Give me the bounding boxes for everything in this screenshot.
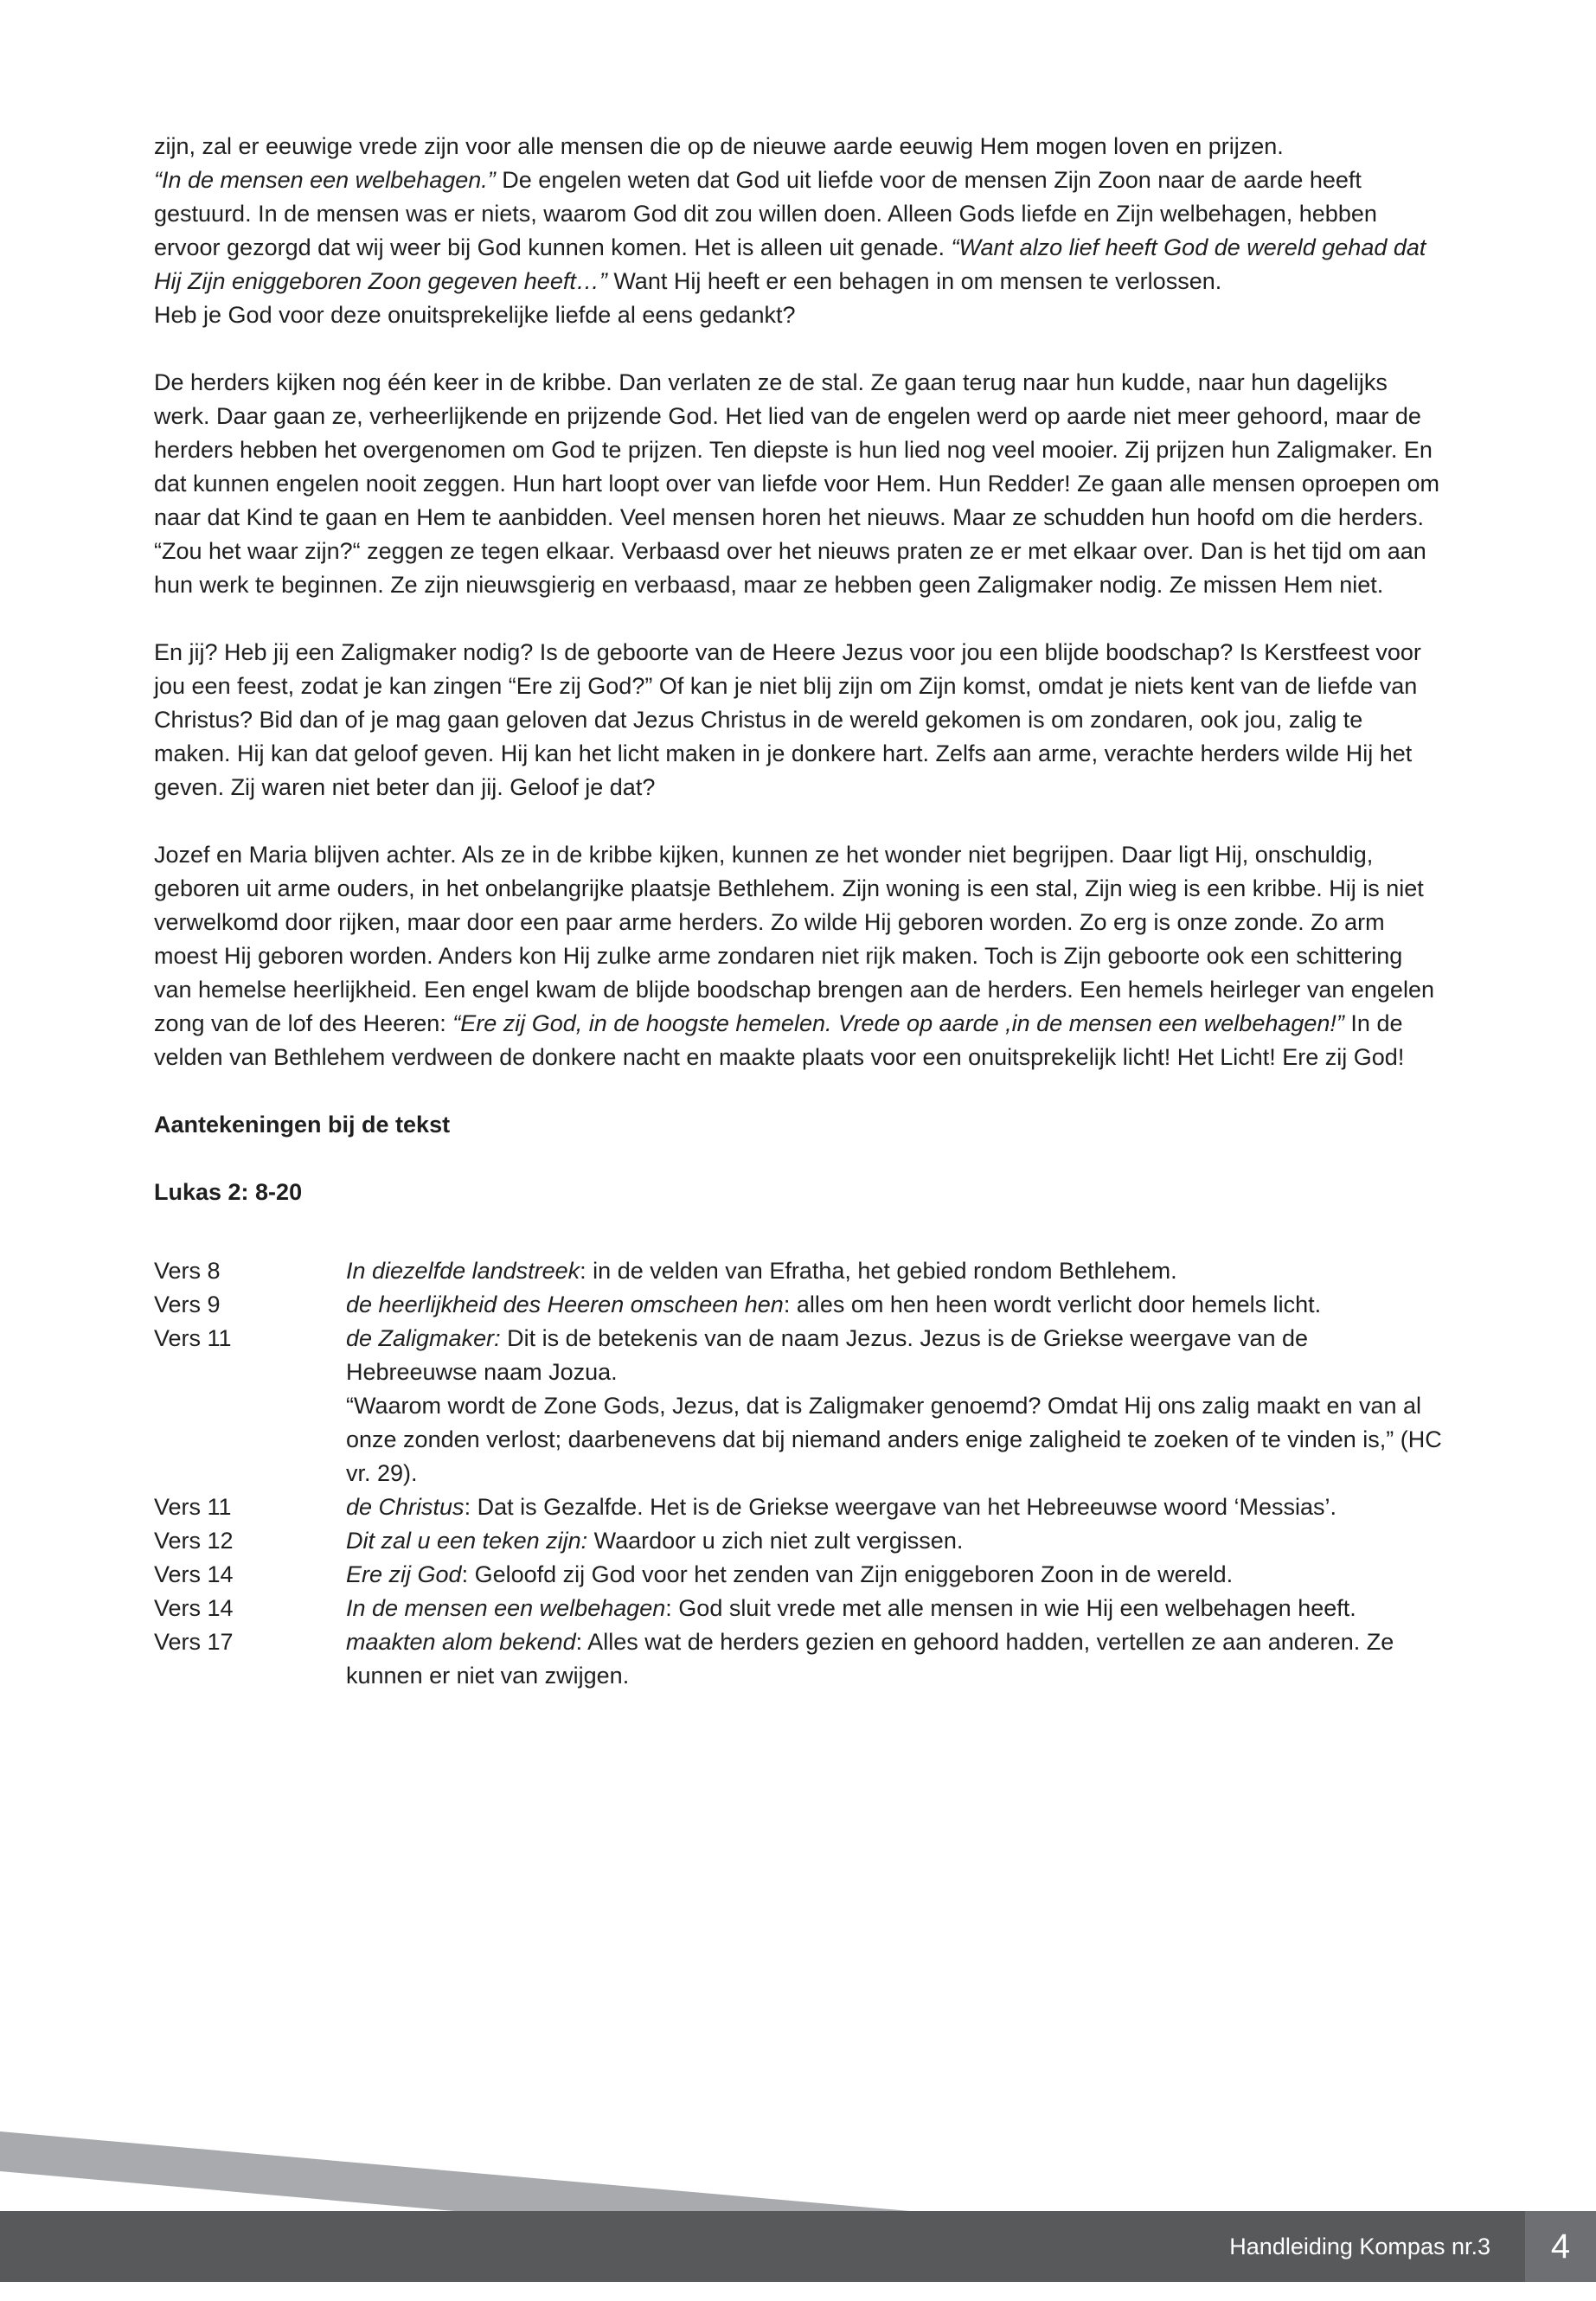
verse-note [154, 1254, 1443, 1288]
verse-text: maakten alom bekend: Alles wat de herders gezien en gehoord hadden, vertellen ze aan anderen. Ze kunnen er niet van zwijgen. [346, 1629, 1394, 1689]
body-paragraph: Jozef en Maria blijven achter. Als ze in de kribbe kijken, kunnen ze het wonder niet begrijpen. Daar ligt Hij, onschuldig, geboren uit arme ouders, in het onbelangrijke plaatsje Bethlehem. Zijn woning is een stal, Zijn wieg is een kribbe. Hij is niet verwelkomd door rijken, maar door een paar arme herders. Zo wilde Hij geboren worden. Zo erg is onze zonde. Zo arm moest Hij geboren worden. Anders kon Hij zulke arme zondaren niet rijk maken. Toch is Zijn geboorte ook een schittering van hemelse heerlijkheid. Een engel kwam de blijde boodschap brengen aan de herders. Een hemels heirleger van engelen zong van de lof des Heeren: “Ere zij God, in de hoogste hemelen. Vrede op aarde ,in de mensen een welbehagen!” In de velden van Bethlehem verdween de donkere nacht en maakte plaats voor een onuitsprekelijk licht! Het Licht! Ere zij God! [154, 842, 1434, 1070]
verse-label: Vers 11 [154, 1494, 232, 1520]
body-paragraph: Heb je God voor deze onuitsprekelijke liefde al eens gedankt? [154, 302, 796, 328]
footer-bar [0, 2211, 1596, 2282]
verse-label: Vers 17 [154, 1629, 234, 1655]
verse-note [154, 1490, 1443, 1524]
verse-label: Vers 14 [154, 1561, 234, 1587]
verse-note [154, 1592, 1443, 1625]
page-number: 4 [1525, 2211, 1596, 2282]
body-paragraph: zijn, zal er eeuwige vrede zijn voor alle mensen die op de nieuwe aarde eeuwig Hem mogen loven en prijzen. [154, 133, 1284, 159]
verse-text: Dit zal u een teken zijn: Waardoor u zich niet zult vergissen. [346, 1528, 964, 1554]
verse-label: Vers 8 [154, 1258, 221, 1284]
body-paragraph: De herders kijken nog één keer in de kribbe. Dan verlaten ze de stal. Ze gaan terug naar hun kudde, naar hun dagelijks werk. Daar gaan ze, verheerlijkende en prijzende God. Het lied van de engelen werd op aarde niet meer gehoord, maar de herders hebben het overgenomen om God te prijzen. Ten diepste is hun lied nog veel mooier. Zij prijzen hun Zaligmaker. En dat kunnen engelen nooit zeggen. Hun hart loopt over van liefde voor Hem. Hun Redder! Ze gaan alle mensen oproepen om naar dat Kind te gaan en Hem te aanbidden. Veel mensen horen het nieuws. Maar ze schudden hun hoofd om die herders. “Zou het waar zijn?“ zeggen ze tegen elkaar. Verbaasd over het nieuws praten ze er met elkaar over. Dan is het tijd om aan hun werk te beginnen. Ze zijn nieuwsgierig en verbaasd, maar ze hebben geen Zaligmaker nodig. Ze missen Hem niet. [154, 369, 1439, 598]
verse-note [154, 1288, 1443, 1322]
footer-title: Handleiding Kompas nr.3 [1229, 2233, 1490, 2259]
verse-text: Ere zij God: Geloofd zij God voor het zenden van Zijn eniggeboren Zoon in de wereld. [346, 1561, 1234, 1587]
scripture-reference: Lukas 2: 8-20 [154, 1179, 303, 1205]
verse-label: Vers 12 [154, 1528, 234, 1554]
footer-diagonal-band-clip [0, 2126, 1596, 2211]
verse-label: Vers 14 [154, 1595, 234, 1621]
verse-note [154, 1558, 1443, 1592]
verse-label: Vers 11 [154, 1325, 232, 1351]
body-paragraph: En jij? Heb jij een Zaligmaker nodig? Is de geboorte van de Heere Jezus voor jou een blijde boodschap? Is Kerstfeest voor jou een feest, zodat je kan zingen “Ere zij God?” Of kan je niet blij zijn om Zijn komst, omdat je niets kent van de liefde van Christus? Bid dan of je mag gaan geloven dat Jezus Christus in de wereld gekomen is om zondaren, ook jou, zalig te maken. Hij kan dat geloof geven. Hij kan het licht maken in je donkere hart. Zelfs aan arme, verachte herders wilde Hij het geven. Zij waren niet beter dan jij. Geloof je dat? [154, 639, 1421, 800]
verse-text: de Christus: Dat is Gezalfde. Het is de Griekse weergave van het Hebreeuwse woord ‘Messias’. [346, 1494, 1337, 1520]
page-content [154, 130, 1443, 1693]
verse-text: In diezelfde landstreek: in de velden van Efratha, het gebied rondom Bethlehem. [346, 1258, 1177, 1284]
verse-note [154, 1625, 1443, 1693]
footer-diagonal-band [0, 2131, 1596, 2211]
verse-text: In de mensen een welbehagen: God sluit vrede met alle mensen in wie Hij een welbehagen heeft. [346, 1595, 1356, 1621]
verse-note [154, 1322, 1443, 1490]
notes-heading: Aantekeningen bij de tekst [154, 1112, 451, 1138]
verse-text: de Zaligmaker: Dit is de betekenis van de naam Jezus. Jezus is de Griekse weergave van de Hebreeuwse naam Jozua. “Waarom wordt de Zone Gods, Jezus, dat is Zaligmaker genoemd? Omdat Hij ons zalig maakt en van al onze zonden verlost; daarbenevens dat bij niemand anders enige zaligheid te zoeken of te vinden is,” (HC vr. 29). [346, 1325, 1442, 1486]
verse-label: Vers 9 [154, 1292, 221, 1317]
verse-text: de heerlijkheid des Heeren omscheen hen: alles om hen heen wordt verlicht door hemels licht. [346, 1292, 1322, 1317]
verse-note [154, 1524, 1443, 1558]
body-paragraph: “In de mensen een welbehagen.” De engelen weten dat God uit liefde voor de mensen Zijn Zoon naar de aarde heeft gestuurd. In de mensen was er niets, waarom God dit zou willen doen. Alleen Gods liefde en Zijn welbehagen, hebben ervoor gezorgd dat wij weer bij God kunnen komen. Het is alleen uit genade. “Want alzo lief heeft God de wereld gehad dat Hij Zijn eniggeboren Zoon gegeven heeft…” Want Hij heeft er een behagen in om mensen te verlossen. [154, 167, 1426, 294]
